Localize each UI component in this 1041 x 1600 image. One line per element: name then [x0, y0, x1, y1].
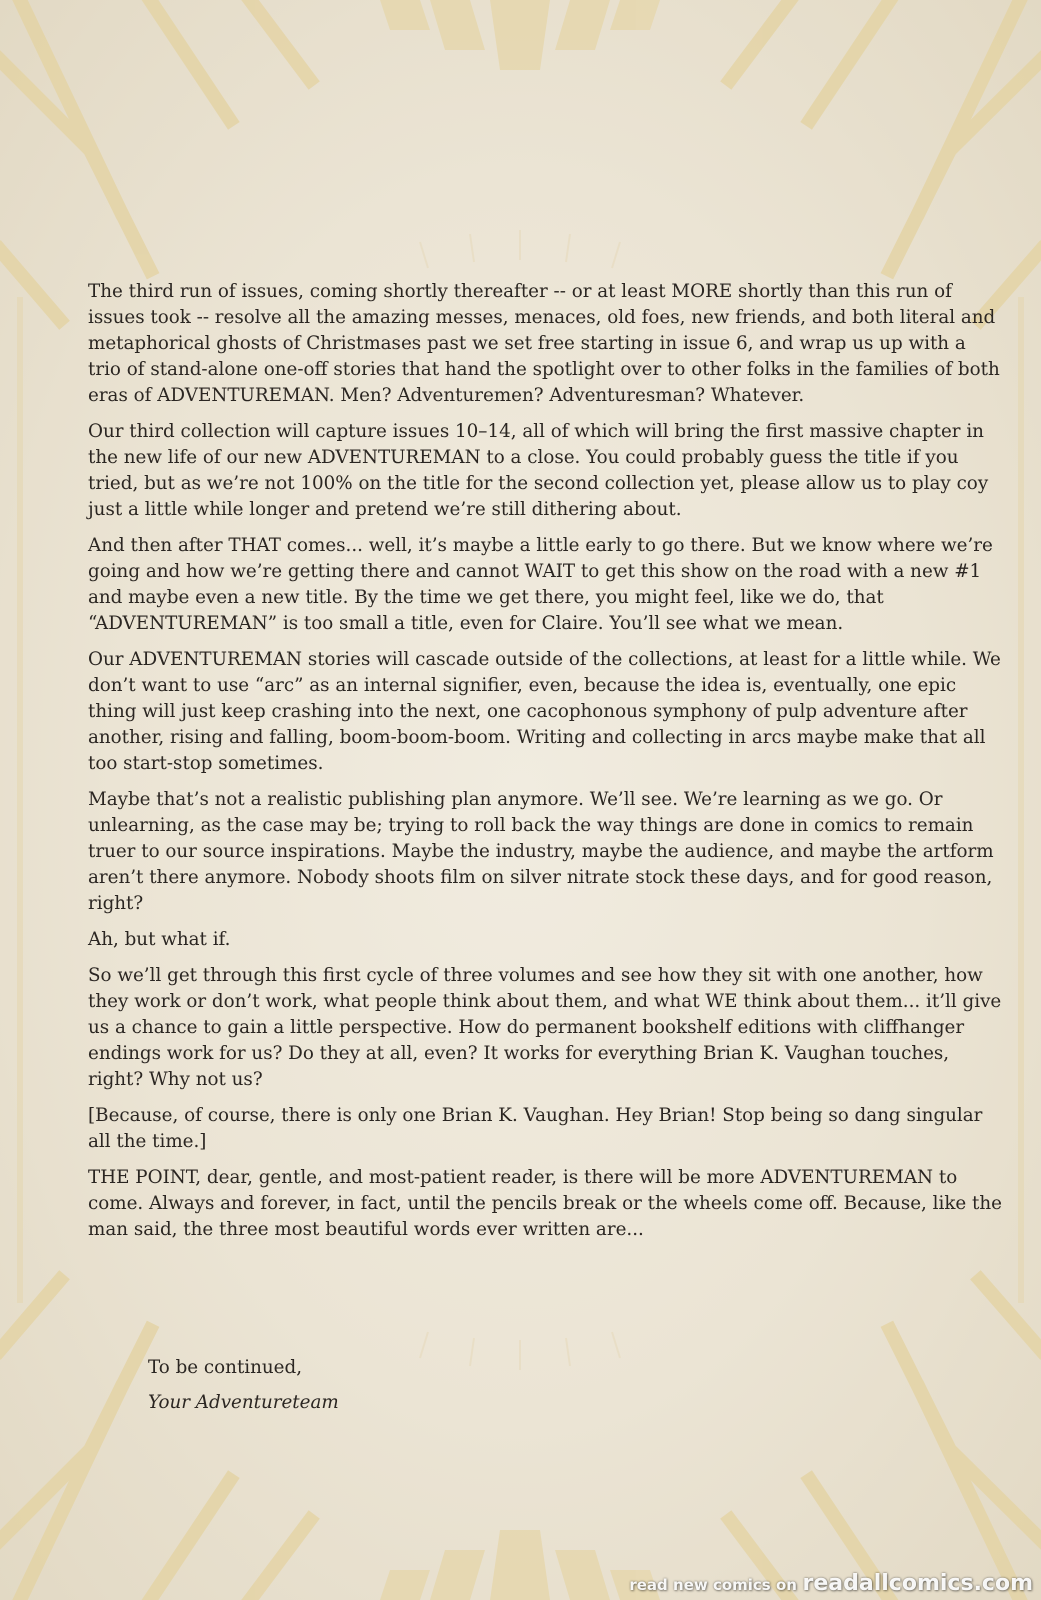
letter-paragraph: Our ADVENTUREMAN stories will cascade outside of the collections, at least for a little while. We don’t want to use “arc” as an internal signifier, even, because the idea is, eventually, one epic thing will just keep crashing into the next, one cacophonous symphony of pulp adventure after another, rising and falling, boom-boom-boom. Writing and collecting in arcs maybe make that all too start-stop sometimes. [88, 649, 1001, 774]
letter-paragraph: And then after THAT comes... well, it’s maybe a little early to go there. But we know where we’re going and how we’re getting there and cannot WAIT to get this show on the road with a new #1 and maybe even a new title. By the time we get there, you might feel, like we do, that “ADVENTUREMAN” is too small a title, even for Claire. You’ll see what we mean. [88, 535, 993, 634]
letter-signoff [148, 1350, 339, 1420]
closing-line: To be continued, [148, 1357, 303, 1378]
letter-paragraph: [Because, of course, there is only one Brian K. Vaughan. Hey Brian! Stop being so dang singular all the time.] [88, 1105, 983, 1152]
site-watermark[interactable] [629, 1571, 1033, 1596]
letter-paragraph: Maybe that’s not a realistic publishing plan anymore. We’ll see. We’re learning as we go. Or unlearning, as the case may be; trying to roll back the way things are done in comics to remain truer to our source inspirations. Maybe the industry, maybe the audience, and maybe the artform aren’t there anymore. Nobody shoots film on silver nitrate stock these days, and for good reason, right? [88, 789, 994, 914]
letter-body [88, 279, 1003, 1253]
letter-paragraph: Our third collection will capture issues 10–14, all of which will bring the first massive chapter in the new life of our new ADVENTUREMAN to a close. You could probably guess the title if you tried, but as we’re not 100% on the title for the second collection yet, please allow us to play coy just a little while longer and pretend we’re still dithering about. [88, 421, 989, 520]
letter-paragraph: The third run of issues, coming shortly thereafter -- or at least MORE shortly than this run of issues took -- resolve all the amazing messes, menaces, old foes, new friends, and both literal and metaphorical ghosts of Christmases past we set free starting in issue 6, and wrap us up with a trio of stand-alone one-off stories that hand the spotlight over to other folks in the families of both eras of ADVENTUREMAN. Men? Adventuremen? Adventuresman? Whatever. [88, 281, 1000, 406]
signature: Your Adventureteam [148, 1392, 339, 1413]
watermark-prefix: read new comics on [629, 1576, 797, 1594]
watermark-site: readallcomics.com [802, 1571, 1033, 1596]
letter-paragraph: THE POINT, dear, gentle, and most-patient reader, is there will be more ADVENTUREMAN to come. Always and forever, in fact, until the pencils break or the wheels come off. Because, like the man said, the three most beautiful words ever written are... [88, 1167, 1002, 1240]
letter-paragraph: Ah, but what if. [88, 929, 231, 950]
letter-paragraph: So we’ll get through this first cycle of three volumes and see how they sit with one another, how they work or don’t work, what people think about them, and what WE think about them... it’ll give us a chance to gain a little perspective. How do permanent bookshelf editions with cliffhanger endings work for us? Do they at all, even? It works for everything Brian K. Vaughan touches, right? Why not us? [88, 965, 1002, 1090]
